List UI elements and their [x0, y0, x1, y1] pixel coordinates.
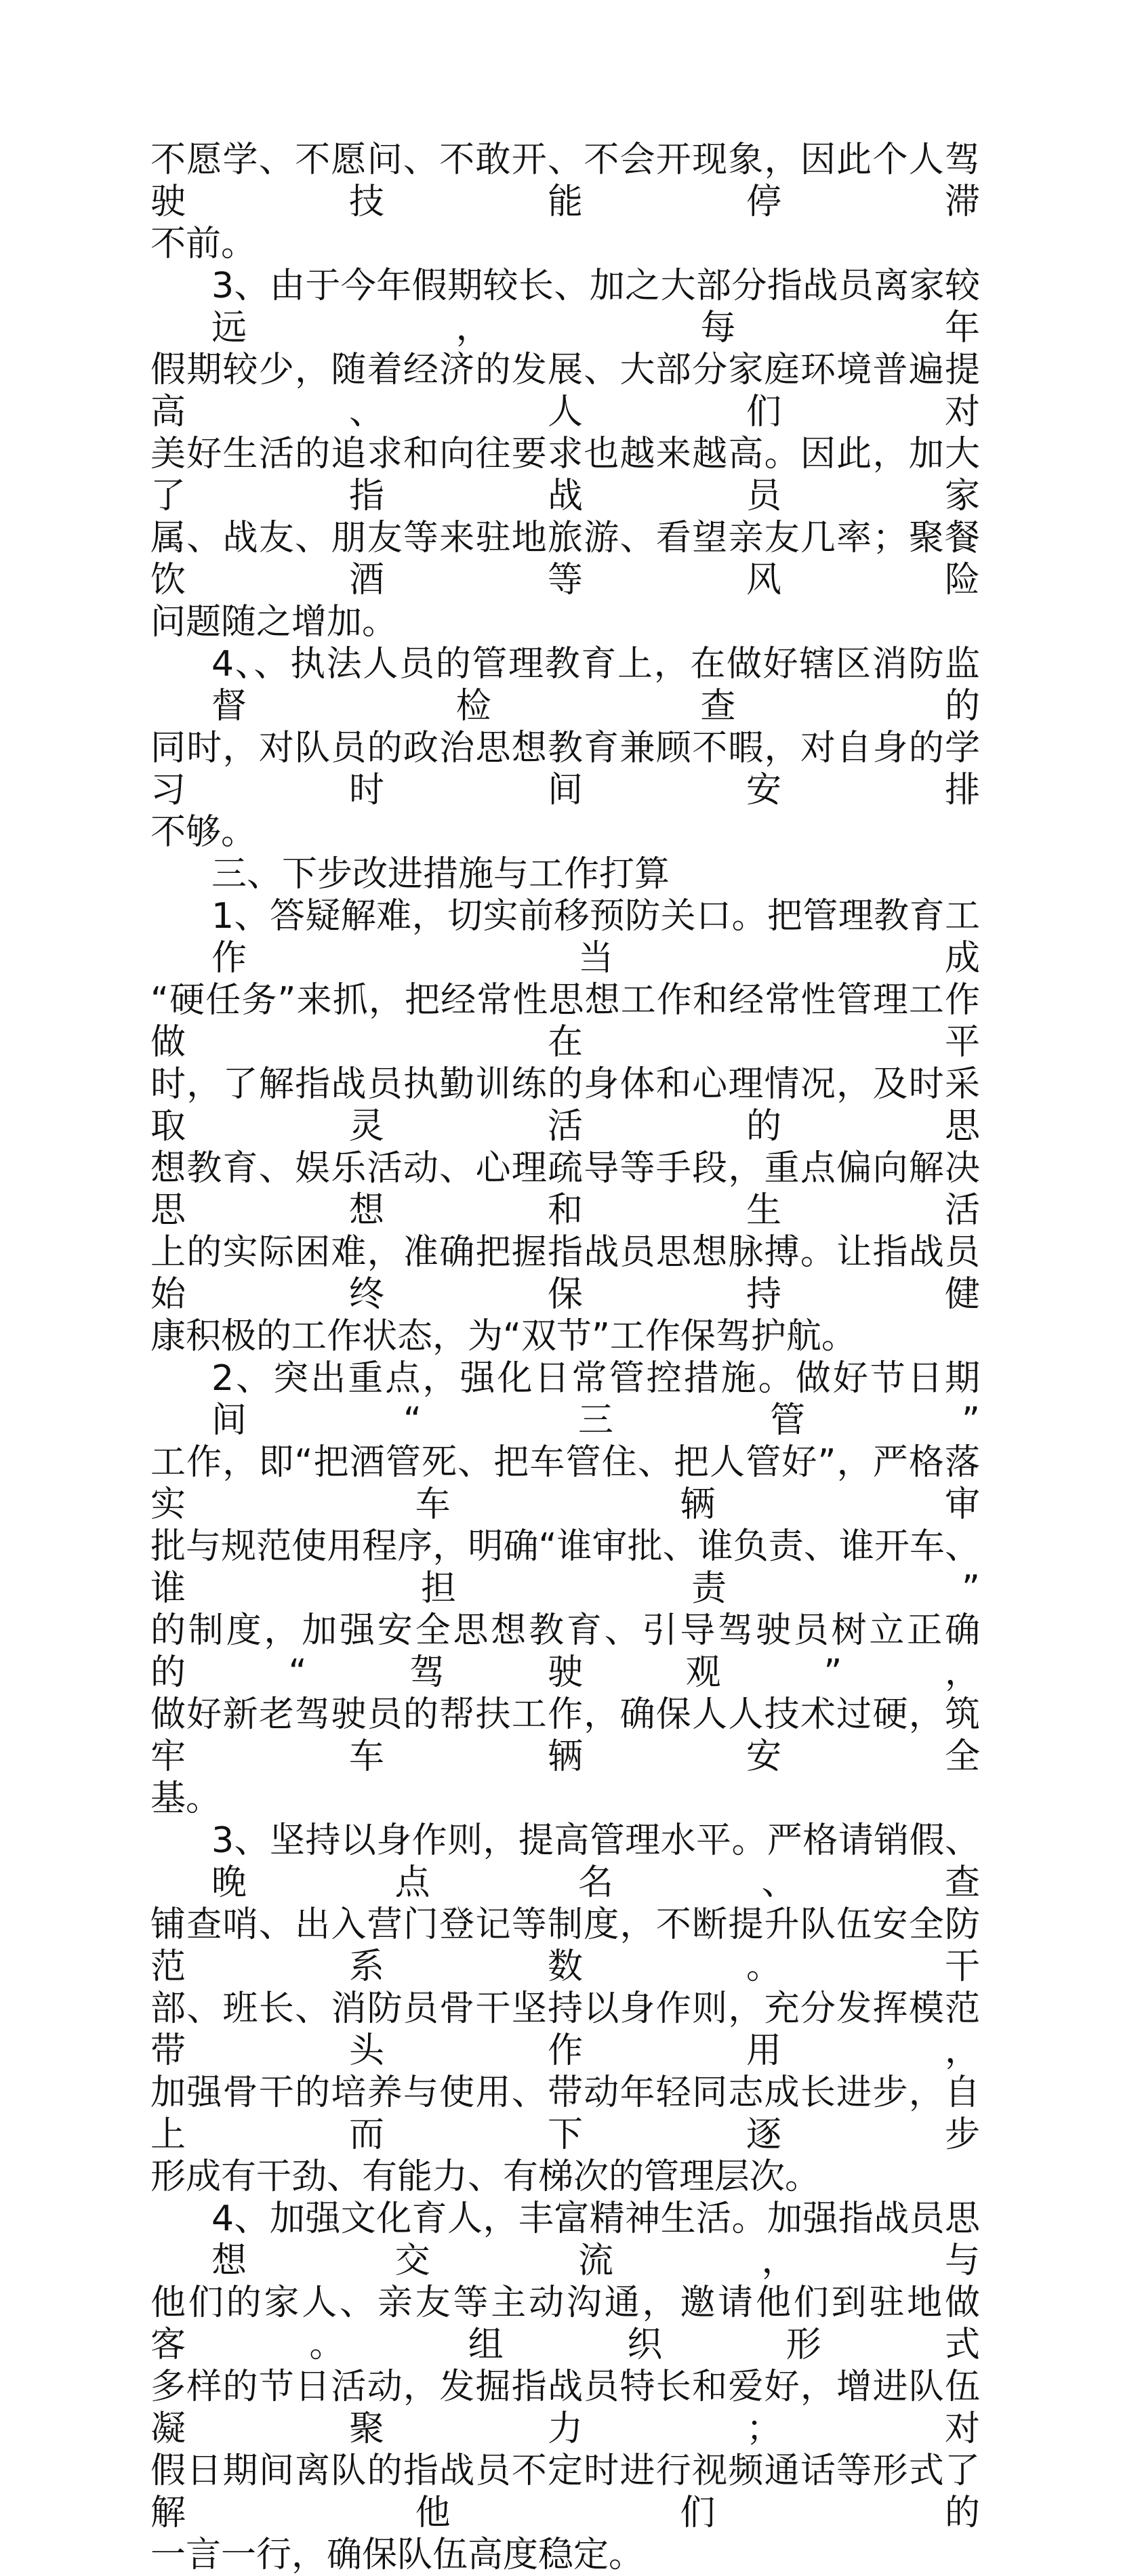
text-line: 4、、执法人员的管理教育上，在做好辖区消防监督检查的: [211, 644, 980, 727]
paragraph: [150, 139, 980, 265]
text-line: 形成有干劲、有能力、有梯次的管理层次。: [150, 2156, 821, 2197]
text-line: 的制度，加强安全思想教育、引导驾驶员树立正确的“驾驶观”，: [150, 1610, 980, 1693]
paragraph: [150, 643, 980, 853]
document-page: [150, 139, 980, 2576]
text-line: 美好生活的追求和向往要求也越来越高。因此，加大了指战员家: [150, 434, 980, 516]
text-line: 三、下步改进措施与工作打算: [211, 854, 670, 895]
text-line: 问题随之增加。: [150, 602, 398, 642]
text-line: 部、班长、消防员骨干坚持以身作则，充分发挥模范带头作用，: [150, 1988, 980, 2071]
text-line: 铺查哨、出入营门登记等制度，不断提升队伍安全防范系数。干: [150, 1904, 980, 1987]
paragraph: [150, 895, 980, 1357]
paragraph: [150, 265, 980, 643]
paragraph: [150, 1357, 980, 1820]
text-line: 假日期间离队的指战员不定时进行视频通话等形式了解他们的: [150, 2451, 980, 2533]
text-line: 2、突出重点，强化日常管控措施。做好节日期间“三管”: [211, 1358, 980, 1441]
text-line: 假期较少，随着经济的发展、大部分家庭环境普遍提高、人们对: [150, 350, 980, 432]
paragraph: [150, 1820, 980, 2198]
text-line: 3、由于今年假期较长、加之大部分指战员离家较远，每年: [211, 266, 980, 348]
text-line: 基。: [150, 1778, 222, 1819]
text-line: 不前。: [150, 224, 257, 264]
text-line: 一言一行，确保队伍高度稳定。: [150, 2535, 645, 2575]
text-line: 想教育、娱乐活动、心理疏导等手段，重点偏向解决思想和生活: [150, 1148, 980, 1231]
text-line: 同时，对队员的政治思想教育兼顾不暇，对自身的学习时间安排: [150, 728, 980, 811]
text-line: 不够。: [150, 812, 257, 853]
text-line: 4、加强文化育人，丰富精神生活。加强指战员思想交流，与: [211, 2199, 980, 2281]
text-line: 属、战友、朋友等来驻地旅游、看望亲友几率；聚餐饮酒等风险: [150, 518, 980, 600]
text-line: “硬任务”来抓，把经常性思想工作和经常性管理工作做在平: [150, 980, 980, 1063]
text-line: 批与规范使用程序，明确“谁审批、谁负责、谁开车、谁担责”: [150, 1526, 980, 1609]
paragraph: [150, 853, 980, 895]
text-line: 做好新老驾驶员的帮扶工作，确保人人技术过硬，筑牢车辆安全: [150, 1694, 980, 1777]
text-line: 他们的家人、亲友等主动沟通，邀请他们到驻地做客。组织形式: [150, 2283, 980, 2365]
text-line: 时，了解指战员执勤训练的身体和心理情况，及时采取灵活的思: [150, 1064, 980, 1147]
text-line: 康积极的工作状态，为“双节”工作保驾护航。: [150, 1316, 857, 1357]
paragraph: [150, 2198, 980, 2576]
text-line: 上的实际困难，准确把握指战员思想脉搏。让指战员始终保持健: [150, 1232, 980, 1315]
text-line: 加强骨干的培养与使用、带动年轻同志成长进步，自上而下逐步: [150, 2072, 980, 2155]
text-line: 1、答疑解难，切实前移预防关口。把管理教育工作当成: [211, 896, 980, 979]
text-line: 不愿学、不愿问、不敢开、不会开现象，因此个人驾驶技能停滞: [150, 140, 980, 222]
text-line: 3、坚持以身作则，提高管理水平。严格请销假、晚点名、查: [211, 1820, 980, 1903]
text-line: 多样的节日活动，发掘指战员特长和爱好，增进队伍凝聚力；对: [150, 2367, 980, 2449]
text-line: 工作，即“把酒管死、把车管住、把人管好”，严格落实车辆审: [150, 1442, 980, 1525]
